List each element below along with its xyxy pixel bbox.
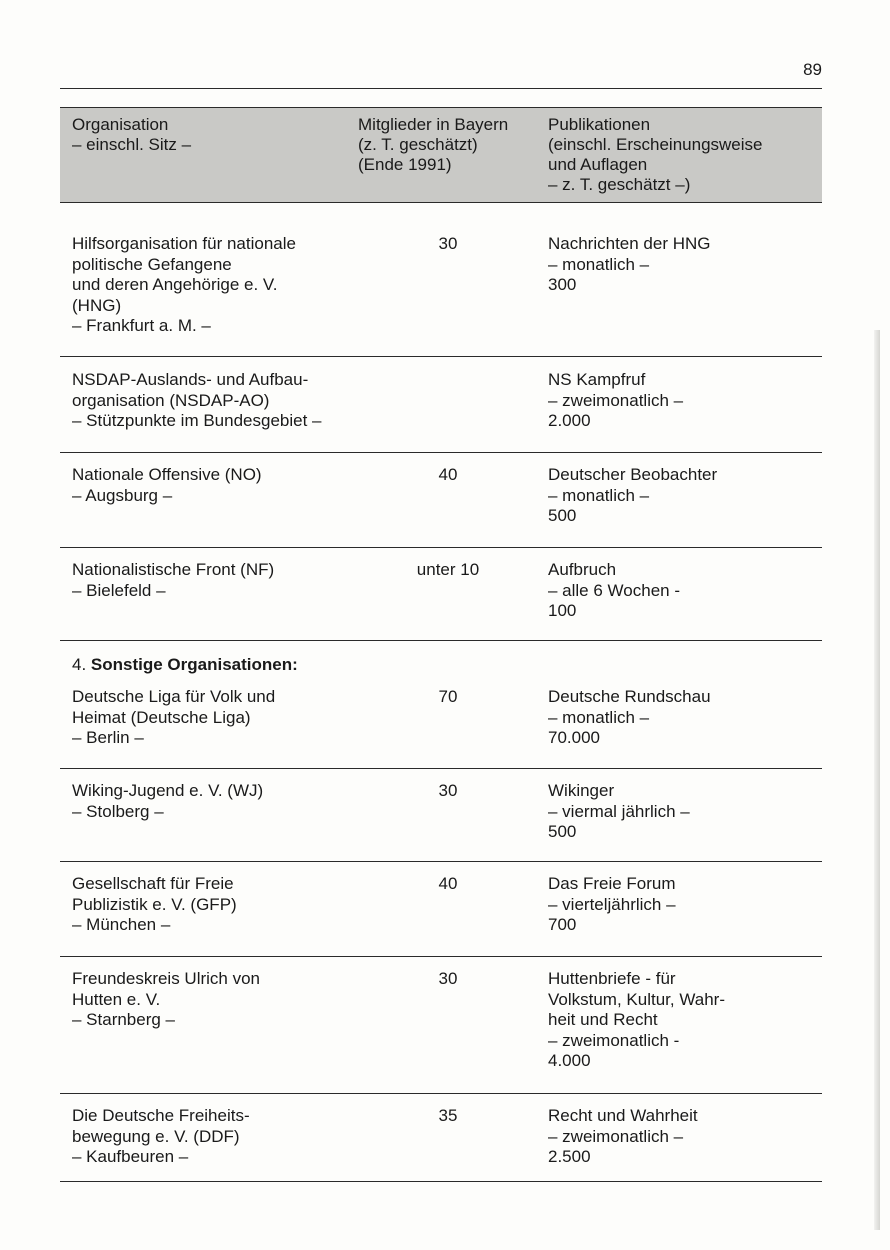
row-publication: Nachrichten der HNG – monatlich – 300 — [548, 234, 711, 294]
row-publication: Huttenbriefe - für Volkstum, Kultur, Wahr- heit und Recht – zweimonatlich - 4.000 — [548, 969, 725, 1070]
table-row — [60, 687, 822, 749]
row-organisation: Hilfsorganisation für nationale politische Gefangene und deren Angehörige e. V. (HNG) – Frankfurt a. M. – — [72, 234, 296, 335]
row-members: 70 — [438, 687, 458, 706]
row-members: 40 — [438, 465, 458, 484]
row-organisation: Gesellschaft für Freie Publizistik e. V. (GFP) – München – — [72, 874, 237, 934]
table-row — [60, 957, 822, 1094]
table-row — [60, 203, 822, 357]
row-organisation: Nationalistische Front (NF) – Bielefeld – — [72, 560, 275, 600]
section-block — [60, 641, 822, 769]
table-row — [60, 769, 822, 862]
row-publication: NS Kampfruf – zweimonatlich – 2.000 — [548, 370, 684, 430]
table-header — [60, 107, 822, 203]
row-members: 40 — [438, 874, 458, 893]
row-organisation: Deutsche Liga für Volk und Heimat (Deutsche Liga) – Berlin – — [72, 687, 276, 747]
section-title: Sonstige Organisationen: — [90, 655, 298, 674]
organisations-table — [60, 88, 822, 1182]
row-organisation: Nationale Offensive (NO) – Augsburg – — [72, 465, 262, 505]
row-publication: Deutsche Rundschau – monatlich – 70.000 — [548, 687, 711, 747]
row-members: 30 — [438, 969, 458, 988]
section-heading — [60, 655, 822, 675]
page-number: 89 — [803, 60, 822, 79]
row-members: 30 — [438, 234, 458, 253]
table-row — [60, 862, 822, 957]
top-rule — [60, 88, 822, 89]
header-publications: Publikationen (einschl. Erscheinungsweise und Auflagen – z. T. geschätzt –) — [548, 115, 763, 194]
table-row — [60, 453, 822, 548]
row-organisation: NSDAP-Auslands- und Aufbau- organisation (NSDAP-AO) – Stützpunkte im Bundesgebiet – — [72, 370, 322, 430]
row-publication: Das Freie Forum – vierteljährlich – 700 — [548, 874, 676, 934]
table-row — [60, 357, 822, 453]
row-members: unter 10 — [416, 560, 480, 579]
section-number: 4. — [72, 655, 87, 674]
row-members: 35 — [438, 1106, 458, 1125]
row-publication: Wikinger – viermal jährlich – 500 — [548, 781, 690, 841]
row-organisation: Die Deutsche Freiheits- bewegung e. V. (DDF) – Kaufbeuren – — [72, 1106, 250, 1166]
table-row — [60, 1094, 822, 1182]
header-organisation: Organisation – einschl. Sitz – — [72, 115, 192, 154]
row-organisation: Wiking-Jugend e. V. (WJ) – Stolberg – — [72, 781, 264, 821]
page-edge-shadow — [874, 330, 880, 1230]
row-publication: Aufbruch – alle 6 Wochen - 100 — [548, 560, 680, 620]
row-publication: Recht und Wahrheit – zweimonatlich – 2.500 — [548, 1106, 698, 1166]
table-row — [60, 548, 822, 641]
row-members — [358, 370, 548, 452]
row-organisation: Freundeskreis Ulrich von Hutten e. V. – Starnberg – — [72, 969, 261, 1029]
header-members: Mitglieder in Bayern (z. T. geschätzt) (Ende 1991) — [358, 115, 509, 174]
row-members: 30 — [438, 781, 458, 800]
row-publication: Deutscher Beobachter – monatlich – 500 — [548, 465, 718, 525]
